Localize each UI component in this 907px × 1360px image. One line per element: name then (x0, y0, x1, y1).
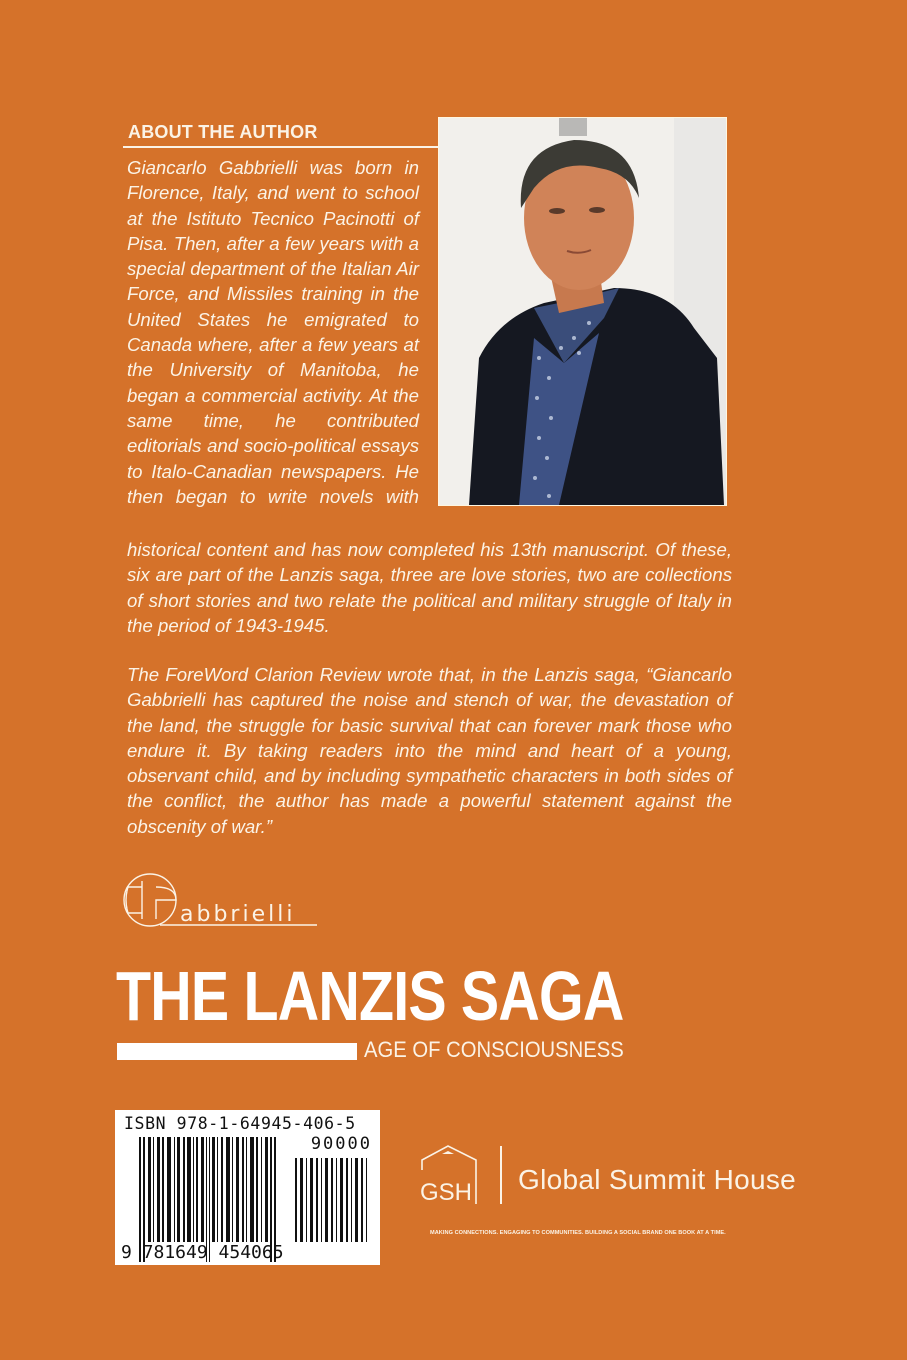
publisher-divider (500, 1146, 502, 1204)
book-title: THE LANZIS SAGA (116, 957, 624, 1035)
svg-text:GSH: GSH (420, 1179, 473, 1206)
publisher-name: Global Summit House (518, 1164, 797, 1195)
review-quote: The ForeWord Clarion Review wrote that, in the Lanzis saga, “Giancarlo Gabbrielli has captured the noise and stench of war, the devastation of the land, the struggle for basic survival that can forever mark those who endure it. By taking readers into the mind and heart of a young, observant child, and by including sympathetic characters in both sides of the conflict, the author has made a powerful statement against the obscenity of war.” (127, 664, 732, 837)
isbn-barcode (115, 1110, 380, 1265)
gsh-house-icon (418, 1142, 498, 1212)
author-photo (438, 117, 727, 506)
about-author-heading: ABOUT THE AUTHOR (128, 122, 318, 142)
ean-digits: 9 781649 454065 (121, 1242, 284, 1263)
book-subtitle: AGE OF CONSCIOUSNESS (364, 1037, 624, 1062)
isbn-number: ISBN 978-1-64945-406-5 (124, 1114, 356, 1133)
author-signature-logo (120, 873, 330, 935)
author-bio-part-1: Giancarlo Gabbrielli was born in Florence, Italy, and went to school at the Istituto Tecnico Pacinotti of Pisa. Then, after a few years with a special department of the Italian Air Force, and Missiles training in the United States he emigrated to Canada where, after a few years at the University of Manitoba, he began a commercial activity. At the same time, he contributed editorials and socio-political essays to Italo-Canadian newspapers. He then began to write novels with (127, 157, 419, 507)
title-accent-bar (117, 1043, 357, 1060)
author-bio-part-2: historical content and has now completed his 13th manuscript. Of these, six are part of the Lanzis saga, three are love stories, two are collections of short stories and two relate the political and military struggle of Italy in the period of 1943-1945. (127, 539, 732, 636)
price-code: 90000 (310, 1134, 372, 1154)
svg-text:abbrielli: abbrielli (180, 902, 296, 927)
heading-underline (123, 146, 440, 148)
signature-monogram-icon (120, 873, 330, 935)
publisher-tagline: MAKING CONNECTIONS. ENGAGING TO COMMUNITIES. BUILDING A SOCIAL BRAND ONE BOOK AT A TIME. (430, 1230, 726, 1236)
